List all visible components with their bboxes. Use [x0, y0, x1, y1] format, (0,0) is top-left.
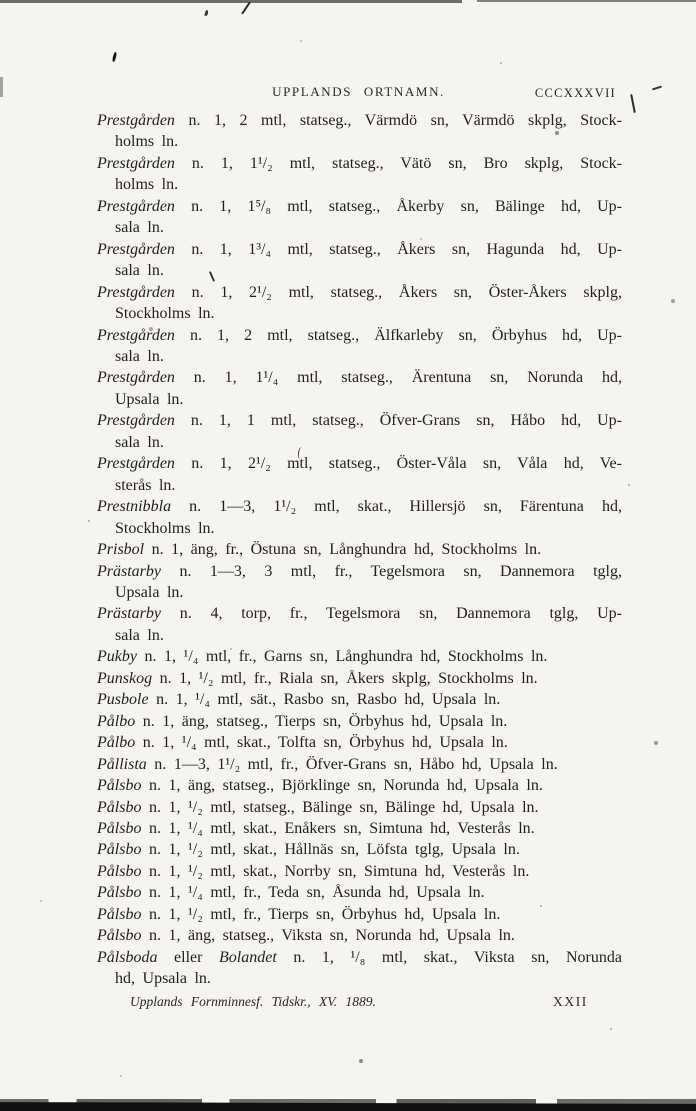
entry-line	[97, 174, 622, 195]
scan-artifact-tilde	[652, 86, 662, 91]
entry-line	[97, 303, 622, 324]
place-name: Prestgården	[97, 197, 175, 215]
scan-edge-top-right	[477, 0, 696, 2]
scan-artifact-edge-tick	[0, 77, 3, 97]
entry-text: n. 1, ¹/₄ mtl, fr., Garns sn, Långhundra hd, Stockholms ln.	[136, 648, 548, 666]
entry-line	[97, 367, 622, 388]
entry-line	[97, 239, 622, 260]
entry-text: holms ln.	[115, 176, 179, 194]
entry	[97, 539, 622, 560]
entry	[97, 689, 622, 710]
entry-line	[97, 389, 622, 410]
entry-text: Stockholms ln.	[115, 519, 215, 537]
place-name: Pålsbo	[97, 777, 142, 795]
place-name: Pålsbo	[97, 819, 142, 837]
entry	[97, 453, 622, 496]
place-name: Pålsbo	[97, 841, 142, 859]
scan-artifact-comma	[204, 10, 208, 16]
entry-line	[97, 668, 622, 689]
entry-line	[97, 582, 622, 603]
scan-edge-bottom-dashes	[0, 1099, 696, 1105]
entry-text: n. 1, äng, statseg., Tierps sn, Örbyhus hd, Upsala ln.	[135, 712, 508, 730]
entry-line	[97, 518, 622, 539]
entry-line	[97, 925, 622, 946]
scan-artifact-apostrophe	[112, 52, 117, 62]
entry-text: n. 1, ¹/₂ mtl, fr., Tierps sn, Örbyhus hd, Upsala ln.	[141, 905, 501, 923]
place-name: Prestgården	[97, 455, 175, 473]
entry-line	[97, 325, 622, 346]
place-name: Prisbol	[97, 541, 145, 559]
entry-line	[97, 689, 622, 710]
entry-text: sala ln.	[115, 347, 164, 365]
entry	[97, 239, 622, 282]
entry-line	[97, 947, 622, 968]
place-name: Bolandet	[219, 948, 277, 966]
entry-line	[97, 861, 622, 882]
entry-line	[97, 882, 622, 903]
entry	[97, 668, 622, 689]
entry-line	[97, 797, 622, 818]
entry-text: sala ln.	[115, 262, 164, 280]
entry	[97, 561, 622, 604]
entry-text: holms ln.	[115, 133, 179, 151]
entry-text: n. 1, 1³/₄ mtl, statseg., Åkers sn, Hagunda hd, Up-	[174, 240, 622, 258]
entry	[97, 496, 622, 539]
entry-line	[97, 110, 622, 131]
entry-line	[97, 711, 622, 732]
place-name: Pålsbo	[97, 927, 142, 945]
place-name: Pålbo	[97, 734, 136, 752]
entry-line	[97, 968, 622, 989]
entry-text: n. 1, ¹/₄ mtl, sät., Rasbo sn, Rasbo hd, Upsala ln.	[148, 691, 501, 709]
entry-line	[97, 539, 622, 560]
entry	[97, 367, 622, 410]
scan-edge-bottom-band	[0, 1102, 696, 1111]
entry-line	[97, 453, 622, 474]
entry-text: n. 1, 2 mtl, statseg., Älfkarleby sn, Örbyhus hd, Up-	[174, 326, 622, 344]
entry	[97, 947, 622, 990]
entry-text: n. 1—3, 3 mtl, fr., Tegelsmora sn, Dannemora tglg,	[161, 562, 622, 580]
entry	[97, 839, 622, 860]
page-header	[95, 84, 622, 102]
place-name: Pukby	[97, 648, 137, 666]
entry-text: n. 1, ¹/₄ mtl, fr., Teda sn, Åsunda hd, Upsala ln.	[141, 884, 485, 902]
entry-text: sala ln.	[115, 433, 164, 451]
place-name: Punskog	[97, 669, 153, 687]
entry-text: n. 1, äng, statseg., Viksta sn, Norunda hd, Upsala ln.	[141, 927, 515, 945]
entry-text: eller	[157, 948, 220, 966]
entry-line	[97, 153, 622, 174]
entry-text: n. 1—3, 1¹/₂ mtl, fr., Öfver-Grans sn, Håbo hd, Upsala ln.	[146, 755, 558, 773]
entry-text: n. 1, äng, fr., Östuna sn, Långhundra hd, Stockholms ln.	[144, 541, 542, 559]
entry-line	[97, 818, 622, 839]
entry	[97, 775, 622, 796]
scan-artifact-slash	[241, 2, 250, 15]
entry-text: Upsala ln.	[115, 583, 184, 601]
entry-text: n. 1, 1¹/₄ mtl, statseg., Ärentuna sn, Norunda hd,	[174, 369, 622, 387]
entry-text: Stockholms ln.	[115, 305, 215, 323]
place-name: Pålsbo	[97, 798, 142, 816]
place-name: Pålsbo	[97, 905, 142, 923]
place-name: Pålsbo	[97, 862, 142, 880]
entry	[97, 925, 622, 946]
entry-line	[97, 625, 622, 646]
scan-artifact-backslash	[630, 94, 636, 113]
entry	[97, 904, 622, 925]
entry-line	[97, 410, 622, 431]
scan-noise-specks	[0, 0, 2, 2]
entry	[97, 732, 622, 753]
entry	[97, 603, 622, 646]
entry-line	[97, 754, 622, 775]
entry-text: n. 1, ¹/₂ mtl, fr., Riala sn, Åkers skplg, Stockholms ln.	[152, 669, 538, 687]
entry-line	[97, 282, 622, 303]
entry-text: Upsala ln.	[115, 390, 184, 408]
entry-text: n. 1—3, 1¹/₂ mtl, skat., Hillersjö sn, Färentuna hd,	[171, 498, 622, 516]
entry	[97, 797, 622, 818]
entry-text: n. 4, torp, fr., Tegelsmora sn, Dannemora tglg, Up-	[161, 605, 622, 623]
entry	[97, 325, 622, 368]
entry-text: n. 1, 2¹/₂ mtl, statseg., Åkers sn, Öster-Åkers skplg,	[174, 283, 622, 301]
entry	[97, 110, 622, 153]
entry-line	[97, 904, 622, 925]
place-name: Prestgården	[97, 412, 175, 430]
place-name: Prestnibbla	[97, 498, 172, 516]
place-name: Pålbo	[97, 712, 136, 730]
entry	[97, 410, 622, 453]
entry-text: n. 1, 2¹/₂ mtl, statseg., Öster-Våla sn, Våla hd, Ve-	[174, 455, 622, 473]
entry-text: sala ln.	[115, 626, 164, 644]
page-footer	[95, 994, 622, 1014]
entry-text: n. 1, ¹/₈ mtl, skat., Viksta sn, Norunda	[276, 948, 622, 966]
place-name: Pålsboda	[97, 948, 158, 966]
signature-mark: XXII	[553, 994, 588, 1009]
entry	[97, 818, 622, 839]
entry-text: n. 1, 1 mtl, statseg., Öfver-Grans sn, Håbo hd, Up-	[174, 412, 622, 430]
entry-line	[97, 561, 622, 582]
entry	[97, 882, 622, 903]
entry-line	[97, 432, 622, 453]
entry-text: n. 1, ¹/₂ mtl, skat., Hållnäs sn, Löfsta tglg, Upsala ln.	[141, 841, 520, 859]
entry-text: n. 1, ¹/₂ mtl, statseg., Bälinge sn, Bälinge hd, Upsala ln.	[141, 798, 539, 816]
place-name: Pusbole	[97, 691, 149, 709]
place-name: Prästarby	[97, 605, 161, 623]
place-name: Pålsbo	[97, 884, 142, 902]
entry	[97, 646, 622, 667]
running-title: UPPLANDS ORTNAMN.	[272, 84, 445, 99]
entry-line	[97, 496, 622, 517]
entry-text: n. 1, 2 mtl, statseg., Värmdö sn, Värmdö skplg, Stock-	[174, 112, 622, 129]
entry-line	[97, 260, 622, 281]
entry	[97, 282, 622, 325]
entries	[97, 110, 622, 990]
entry-line	[97, 131, 622, 152]
entry-text: n. 1, 1¹/₂ mtl, statseg., Vätö sn, Bro skplg, Stock-	[174, 154, 622, 172]
place-name: Prestgården	[97, 112, 175, 129]
place-name: Prestgården	[97, 283, 175, 301]
scan-edge-top-left	[0, 0, 462, 3]
place-name: Prestgården	[97, 154, 175, 172]
place-name: Prestgården	[97, 369, 175, 387]
entry-line	[97, 196, 622, 217]
entry-text: n. 1, ¹/₄ mtl, skat., Tolfta sn, Örbyhus hd, Upsala ln.	[135, 734, 508, 752]
entry-line	[97, 732, 622, 753]
entry-text: n. 1, ¹/₄ mtl, skat., Enåkers sn, Simtuna hd, Vesterås ln.	[141, 819, 535, 837]
entry-text: sterås ln.	[115, 476, 176, 494]
entry-line	[97, 646, 622, 667]
entry-text: n. 1, ¹/₂ mtl, skat., Norrby sn, Simtuna hd, Vesterås ln.	[141, 862, 530, 880]
entry	[97, 153, 622, 196]
entry	[97, 196, 622, 239]
entry-line	[97, 775, 622, 796]
entry-line	[97, 603, 622, 624]
place-name: Prestgården	[97, 326, 175, 344]
entry-text: hd, Upsala ln.	[115, 970, 211, 988]
entry-line	[97, 346, 622, 367]
entry-line	[97, 217, 622, 238]
entry-text: n. 1, 1⁵/₈ mtl, statseg., Åkerby sn, Bälinge hd, Up-	[174, 197, 622, 215]
entry-line	[97, 839, 622, 860]
place-name: Prestgården	[97, 240, 175, 258]
entry-text: sala ln.	[115, 219, 164, 237]
place-name: Pållista	[97, 755, 147, 773]
entry	[97, 861, 622, 882]
entry-text: n. 1, äng, statseg., Björklinge sn, Norunda hd, Upsala ln.	[141, 777, 543, 795]
entry	[97, 754, 622, 775]
place-name: Prästarby	[97, 562, 161, 580]
page-number: CCCXXXVII	[534, 86, 616, 100]
entry-line	[97, 475, 622, 496]
imprint-line: Upplands Fornminnesf. Tidskr., XV. 1889.	[130, 994, 376, 1009]
entry	[97, 711, 622, 732]
